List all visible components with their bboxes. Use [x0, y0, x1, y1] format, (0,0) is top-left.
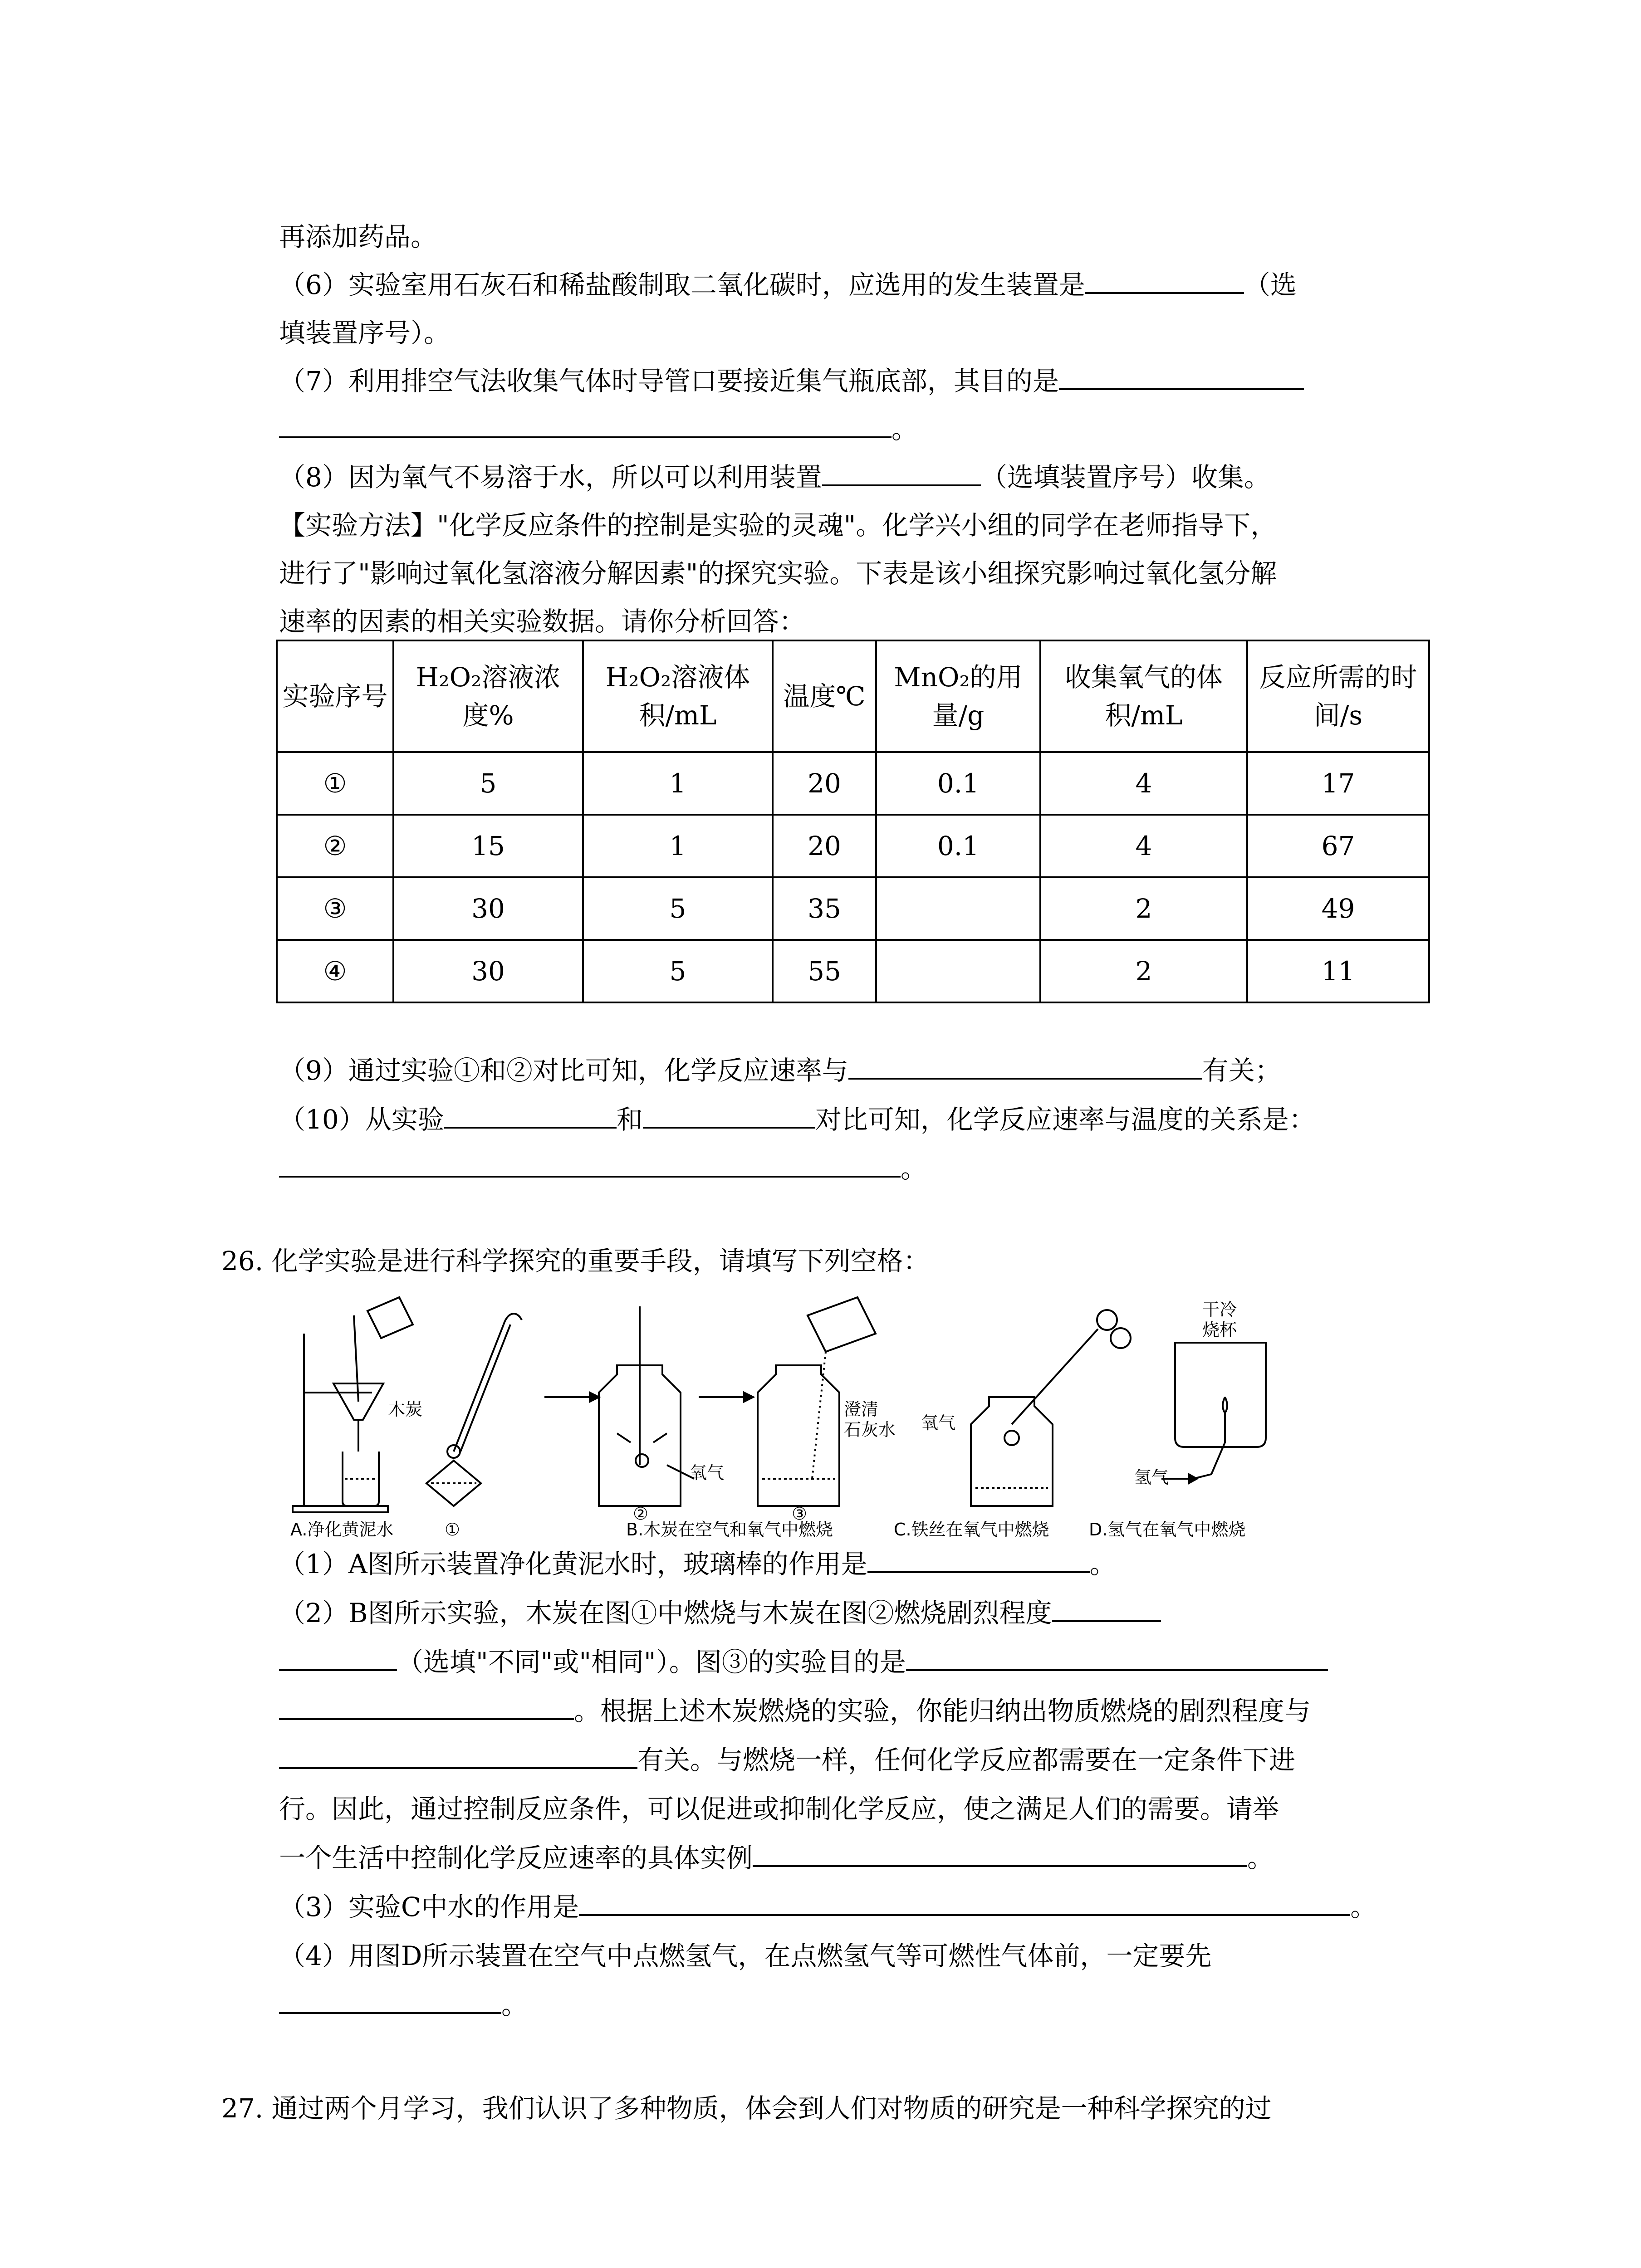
table-cell: 5 — [583, 940, 773, 1002]
period: 。 — [892, 414, 918, 445]
sub-question-3-text: （3）实验C中水的作用是 — [279, 1892, 579, 1922]
question-9 — [279, 1052, 1281, 1089]
sub-question-2-text-f: 一个生活中控制化学反应速率的具体实例 — [279, 1843, 753, 1873]
method-line-1: 【实验方法】"化学反应条件的控制是实验的灵魂"。化学兴小组的同学在老师指导下， — [279, 510, 1277, 541]
table-header: 反应所需的时间/s — [1247, 640, 1429, 752]
table-row — [277, 815, 1429, 877]
label-b: B.木炭在空气和氧气中燃烧 — [626, 1520, 833, 1540]
sub-question-4-cont — [279, 1987, 528, 2023]
sub-question-2-line-5: 行。因此，通过控制反应条件，可以促进或抑制化学反应，使之满足人们的需要。请举 — [279, 1794, 1279, 1824]
label-d: D.氢气在氧气中燃烧 — [1089, 1520, 1246, 1540]
question-9-text-b: 有关； — [1202, 1055, 1281, 1086]
sub-question-2-text-b: （选填"不同"或"相同"）。图③的实验目的是 — [397, 1647, 906, 1677]
hydrogen-combustion — [1161, 1343, 1266, 1483]
method-line-2: 进行了"影响过氧化氢溶液分解因素"的探究实验。下表是该小组探究影响过氧化氢分解 — [279, 558, 1277, 589]
question-7-text: （7）利用排空气法收集气体时导管口要接近集气瓶底部，其目的是 — [279, 366, 1059, 396]
question-10-cont — [279, 1150, 927, 1187]
answer-blank[interactable] — [279, 1987, 501, 2014]
table-cell: ② — [277, 815, 393, 877]
question-10-text-b: 和 — [616, 1104, 643, 1135]
table-cell: 15 — [393, 815, 583, 877]
answer-blank[interactable] — [279, 411, 892, 438]
table-cell — [876, 940, 1040, 1002]
answer-blank[interactable] — [753, 1840, 1247, 1867]
table-cell: 2 — [1040, 940, 1247, 1002]
table-header: H₂O₂溶液浓度% — [393, 640, 583, 752]
table-header: H₂O₂溶液体积/mL — [583, 640, 773, 752]
table-cell: 2 — [1040, 877, 1247, 940]
table-header: 温度℃ — [773, 640, 876, 752]
iron-wire-in-oxygen — [971, 1310, 1131, 1506]
table-row — [277, 877, 1429, 940]
label-a: A.净化黄泥水 — [290, 1520, 394, 1540]
question-26-title: 26. 化学实验是进行科学探究的重要手段，请填写下列空格： — [221, 1246, 930, 1276]
period: 。 — [1247, 1843, 1274, 1873]
label-circle-3: ③ — [792, 1504, 808, 1524]
table-header-row — [277, 640, 1429, 752]
experiment-figure — [290, 1288, 1288, 1542]
answer-blank[interactable] — [579, 1889, 1350, 1916]
question-8 — [279, 459, 1270, 495]
question-10-text: （10）从实验 — [279, 1104, 444, 1135]
table-cell: 67 — [1247, 815, 1429, 877]
label-limewater-2: 石灰水 — [844, 1420, 896, 1440]
table-cell: 30 — [393, 877, 583, 940]
sub-question-2-text-c: 。根据上述木炭燃烧的实验，你能归纳出物质燃烧的剧烈程度与 — [574, 1696, 1311, 1726]
table-cell — [876, 877, 1040, 940]
sub-question-2-line-2 — [279, 1644, 1328, 1680]
question-27: 27. 通过两个月学习，我们认识了多种物质，体会到人们对物质的研究是一种科学探究的过 — [221, 2093, 1272, 2124]
question-6 — [279, 267, 1297, 303]
question-8-text-b: （选填装置序号）收集。 — [980, 462, 1270, 493]
table-row — [277, 752, 1429, 815]
table-cell: 20 — [773, 752, 876, 815]
answer-blank[interactable] — [822, 459, 981, 486]
answer-blank[interactable] — [279, 1742, 637, 1769]
table-cell: 4 — [1040, 815, 1247, 877]
charcoal-in-oxygen — [599, 1306, 694, 1506]
question-7-cont — [279, 411, 918, 447]
table-cell: ③ — [277, 877, 393, 940]
table-cell: 1 — [583, 752, 773, 815]
sub-question-3 — [279, 1889, 1376, 1925]
label-hydrogen: 氢气 — [1134, 1467, 1169, 1487]
sub-question-2 — [279, 1595, 1161, 1631]
answer-blank[interactable] — [867, 1546, 1090, 1573]
question-10-text-c: 对比可知，化学反应速率与温度的关系是： — [815, 1104, 1315, 1135]
sub-question-2-line-4 — [279, 1742, 1295, 1778]
answer-blank[interactable] — [279, 1693, 574, 1720]
label-charcoal: 木炭 — [388, 1399, 423, 1419]
question-10 — [279, 1101, 1315, 1138]
period: 。 — [1089, 1549, 1116, 1579]
table-cell: 30 — [393, 940, 583, 1002]
table-cell: ④ — [277, 940, 393, 1002]
question-6-text: （6）实验室用石灰石和稀盐酸制取二氧化碳时，应选用的发生装置是 — [279, 269, 1085, 300]
table-header: 实验序号 — [277, 640, 393, 752]
table-cell: 1 — [583, 815, 773, 877]
table-cell: 0.1 — [876, 815, 1040, 877]
table-row — [277, 940, 1429, 1002]
label-cold-beaker-2: 烧杯 — [1202, 1320, 1237, 1340]
sub-question-2-text: （2）B图所示实验，木炭在图①中燃烧与木炭在图②燃烧剧烈程度 — [279, 1598, 1052, 1628]
question-6-text-b: （选 — [1244, 269, 1297, 300]
method-line-3: 速率的因素的相关实验数据。请你分析回答： — [279, 606, 806, 637]
sub-question-2-line-6 — [279, 1840, 1274, 1876]
table-cell: 20 — [773, 815, 876, 877]
text-line: 再添加药品。 — [279, 221, 437, 252]
label-oxygen-b: 氧气 — [690, 1463, 725, 1483]
table-header: 收集氧气的体积/mL — [1040, 640, 1247, 752]
question-6-cont: 填装置序号）。 — [279, 318, 451, 348]
label-circle-2: ② — [633, 1504, 649, 1524]
table-cell: ① — [277, 752, 393, 815]
table-cell: 4 — [1040, 752, 1247, 815]
answer-blank[interactable] — [279, 1644, 397, 1671]
table-header: MnO₂的用量/g — [876, 640, 1040, 752]
table-cell: 49 — [1247, 877, 1429, 940]
answer-blank[interactable] — [279, 1150, 901, 1178]
table-cell: 5 — [393, 752, 583, 815]
question-8-text: （8）因为氧气不易溶于水，所以可以利用装置 — [279, 462, 822, 493]
sub-question-1-text: （1）A图所示装置净化黄泥水时，玻璃棒的作用是 — [279, 1549, 867, 1579]
experiment-data-table — [276, 640, 1430, 1003]
table-cell: 0.1 — [876, 752, 1040, 815]
sub-question-1 — [279, 1546, 1116, 1582]
question-9-text: （9）通过实验①和②对比可知，化学反应速率与 — [279, 1055, 848, 1086]
sub-question-4: （4）用图D所示装置在空气中点燃氢气，在点燃氢气等可燃性气体前，一定要先 — [279, 1941, 1212, 1971]
table-cell: 55 — [773, 940, 876, 1002]
label-cold-beaker-1: 干冷 — [1202, 1300, 1237, 1320]
period: 。 — [501, 1989, 528, 2020]
answer-blank[interactable] — [1085, 267, 1244, 294]
charcoal-in-air — [426, 1314, 522, 1506]
sub-question-2-line-3 — [279, 1693, 1311, 1729]
label-limewater-1: 澄清 — [844, 1399, 879, 1419]
answer-blank[interactable] — [1059, 363, 1304, 390]
answer-blank[interactable] — [1052, 1595, 1161, 1622]
sub-question-2-text-d: 有关。与燃烧一样，任何化学反应都需要在一定条件下进 — [637, 1745, 1296, 1775]
table-cell: 35 — [773, 877, 876, 940]
label-oxygen-c: 氧气 — [921, 1413, 956, 1433]
answer-blank[interactable] — [906, 1644, 1328, 1671]
period: 。 — [1350, 1892, 1377, 1922]
table-cell: 11 — [1247, 940, 1429, 1002]
table-cell: 5 — [583, 877, 773, 940]
table-cell: 17 — [1247, 752, 1429, 815]
label-circle-1: ① — [445, 1520, 460, 1540]
label-c: C.铁丝在氧气中燃烧 — [894, 1520, 1049, 1540]
answer-blank[interactable] — [444, 1101, 617, 1129]
period: 。 — [901, 1153, 927, 1184]
answer-blank[interactable] — [848, 1052, 1202, 1080]
question-7 — [279, 363, 1304, 399]
answer-blank[interactable] — [643, 1101, 815, 1129]
